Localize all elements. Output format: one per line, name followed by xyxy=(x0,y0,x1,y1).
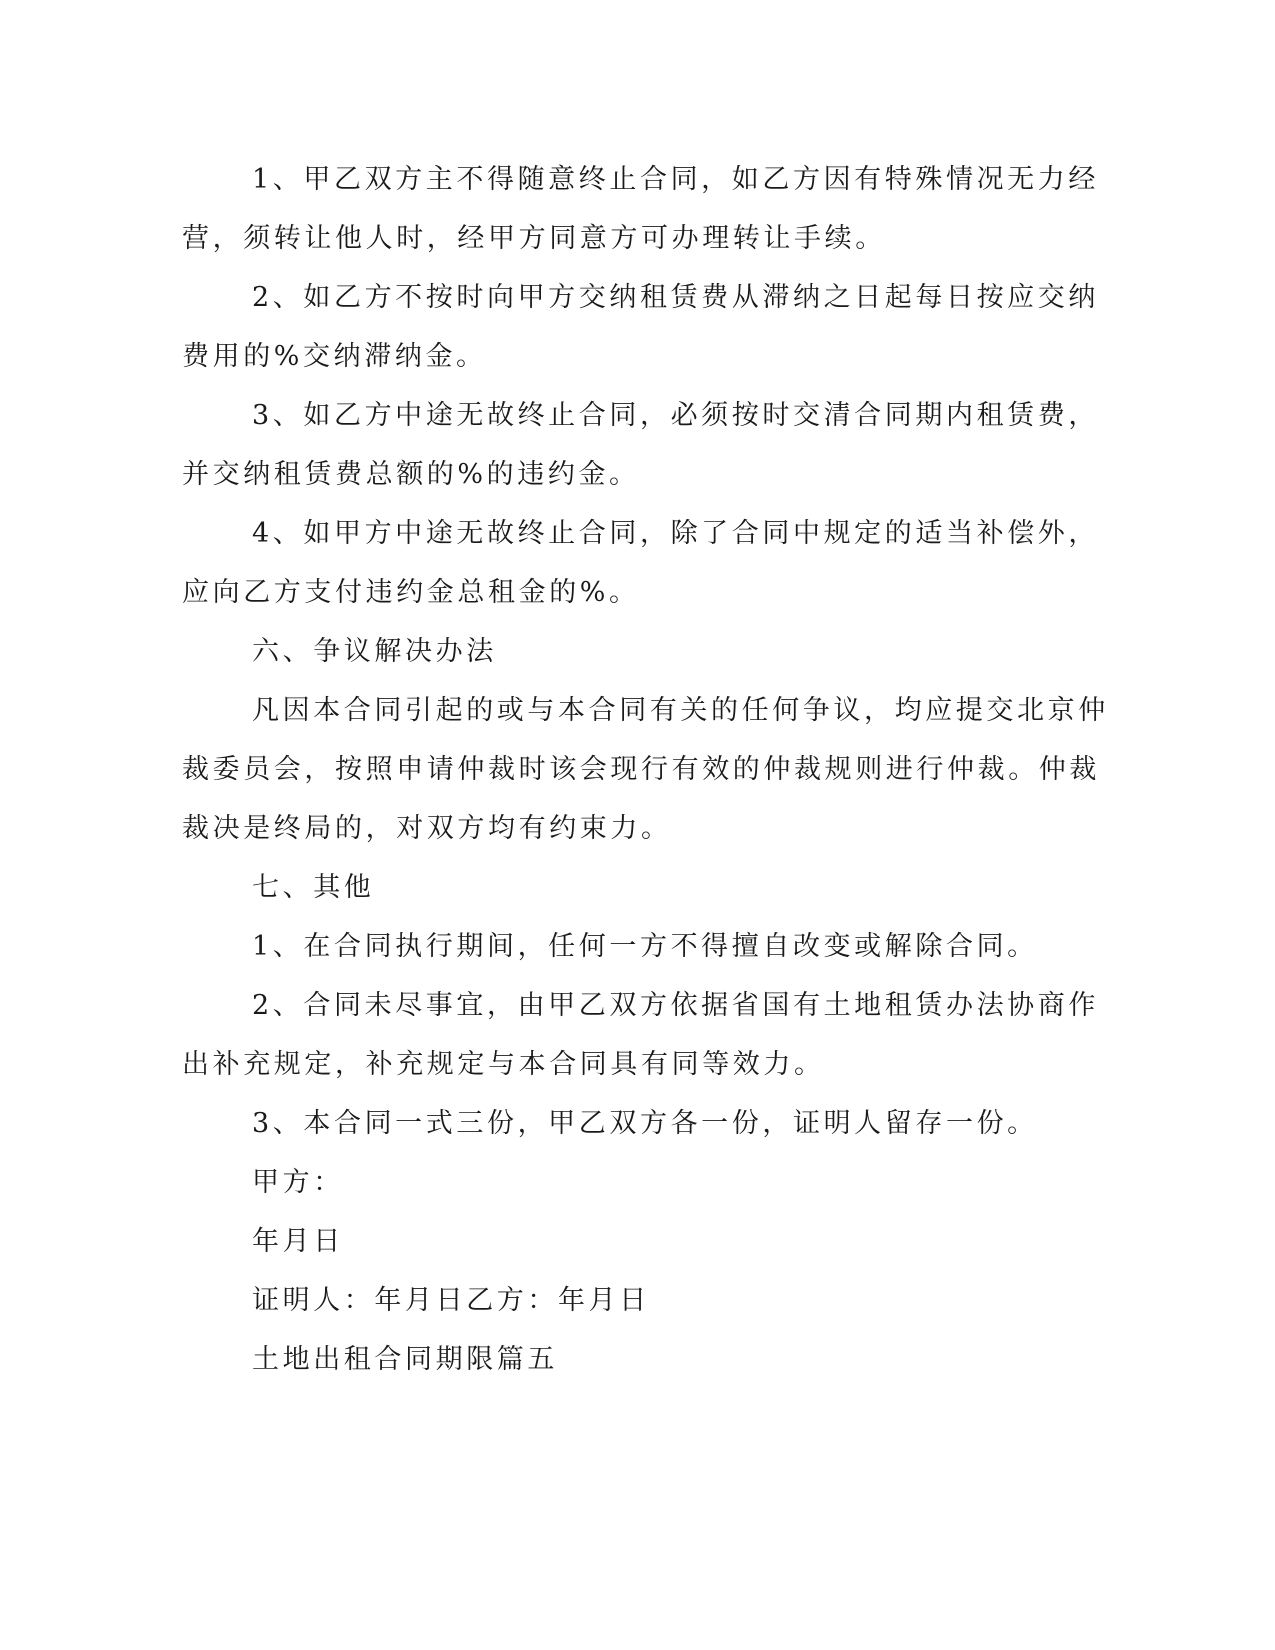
other-clause-2-line-1: 2、合同未尽事宜，由甲乙双方依据省国有土地租赁办法协商作 xyxy=(252,990,1099,1021)
section-heading-disputes: 六、争议解决办法 xyxy=(252,636,497,667)
clause-4-line-2: 应向乙方支付违约金总租金的%。 xyxy=(182,577,640,608)
clause-4-line-1: 4、如甲方中途无故终止合同，除了合同中规定的适当补偿外， xyxy=(252,518,1099,549)
dispute-paragraph-line-2: 裁委员会，按照申请仲裁时该会现行有效的仲裁规则进行仲裁。仲裁 xyxy=(182,754,1100,785)
dispute-paragraph-line-3: 裁决是终局的，对双方均有约束力。 xyxy=(182,813,672,844)
clause-3-line-2: 并交纳租赁费总额的%的违约金。 xyxy=(182,459,640,490)
clause-2-line-2: 费用的%交纳滞纳金。 xyxy=(182,341,487,372)
clause-3-line-1: 3、如乙方中途无故终止合同，必须按时交清合同期内租赁费， xyxy=(252,400,1099,431)
party-a-signature: 甲方： xyxy=(252,1167,344,1198)
next-section-title: 土地出租合同期限篇五 xyxy=(252,1344,558,1375)
other-clause-2-line-2: 出补充规定，补充规定与本合同具有同等效力。 xyxy=(182,1049,825,1080)
other-clause-1: 1、在合同执行期间，任何一方不得擅自改变或解除合同。 xyxy=(252,931,1038,962)
clause-1-line-1: 1、甲乙双方主不得随意终止合同，如乙方因有特殊情况无力经 xyxy=(252,164,1099,195)
clause-2-line-1: 2、如乙方不按时向甲方交纳租赁费从滞纳之日起每日按应交纳 xyxy=(252,282,1099,313)
clause-1-line-2: 营，须转让他人时，经甲方同意方可办理转让手续。 xyxy=(182,223,886,254)
other-clause-3: 3、本合同一式三份，甲乙双方各一份，证明人留存一份。 xyxy=(252,1108,1038,1139)
party-a-date: 年月日 xyxy=(252,1226,344,1257)
section-heading-other: 七、其他 xyxy=(252,872,375,903)
witness-party-b-signature: 证明人：年月日乙方：年月日 xyxy=(252,1285,650,1316)
dispute-paragraph-line-1: 凡因本合同引起的或与本合同有关的任何争议，均应提交北京仲 xyxy=(252,695,1109,726)
